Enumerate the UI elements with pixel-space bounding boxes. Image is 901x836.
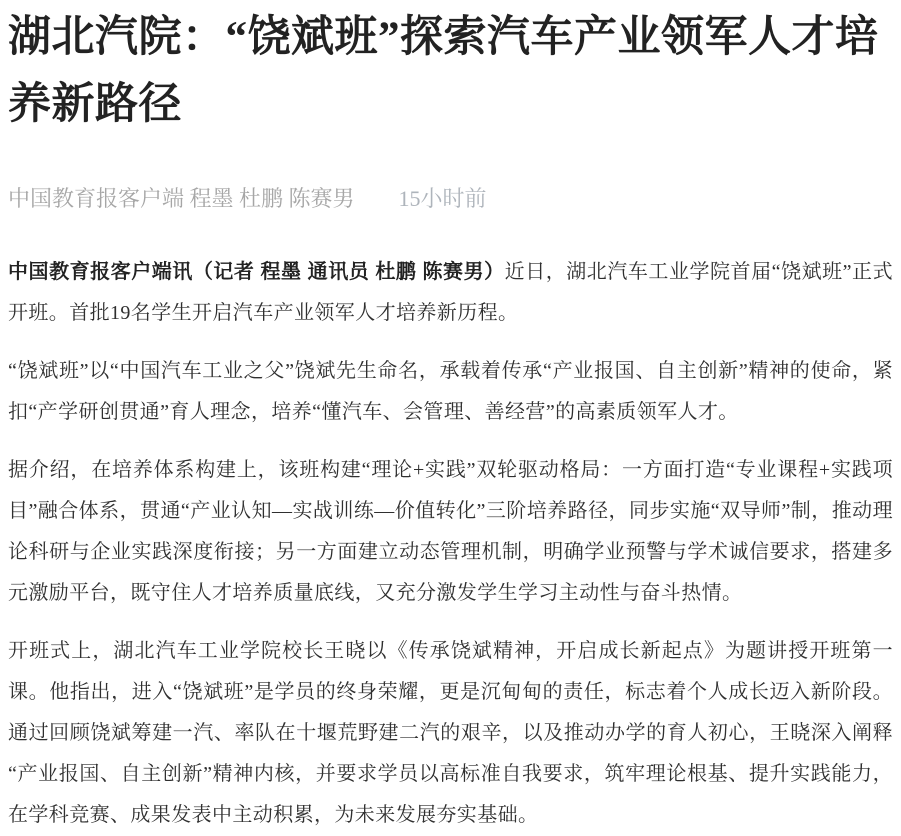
paragraph-text: 开班式上，湖北汽车工业学院校长王晓以《传承饶斌精神，开启成长新起点》为题讲授开班第一课。他指出，进入“饶斌班”是学员的终身荣耀，更是沉甸甸的责任，标志着个人成长迈入新阶段。通过回顾饶斌筹建一汽、率队在十堰荒野建二汽的艰辛，以及推动办学的育人初心，王晓深入阐释“产业报国、自主创新”精神内核，并要求学员以高标准自我要求，筑牢理论根基、提升实践能力，在学科竞赛、成果发表中主动积累，为未来发展夯实基础。 [8, 640, 893, 826]
page-title: 湖北汽院：“饶斌班”探索汽车产业领军人才培养新路径 [8, 14, 879, 128]
paragraph [8, 450, 893, 614]
paragraph-text: 近日，湖北汽车工业学院首届“饶斌班”正式开班。首批19名学生开启汽车产业领军人才培养新历程。 [8, 261, 893, 324]
paragraph-text: “饶斌班”以“中国汽车工业之父”饶斌先生命名，承载着传承“产业报国、自主创新”精神的使命，紧扣“产学研创贯通”育人理念，培养“懂汽车、会管理、善经营”的高素质领军人才。 [8, 360, 893, 423]
paragraph [8, 252, 893, 334]
paragraph-lead: 中国教育报客户端讯（记者 程墨 通讯员 杜鹏 陈赛男） [8, 261, 505, 283]
byline-time: 15小时前 [398, 186, 487, 211]
byline-source-authors: 中国教育报客户端 程墨 杜鹏 陈赛男 [8, 186, 355, 211]
paragraph-text: 据介绍，在培养体系构建上，该班构建“理论+实践”双轮驱动格局：一方面打造“专业课程+实践项目”融合体系，贯通“产业认知—实战训练—价值转化”三阶培养路径，同步实施“双导师”制，推动理论科研与企业实践深度衔接；另一方面建立动态管理机制，明确学业预警与学术诚信要求，搭建多元激励平台，既守住人才培养质量底线，又充分激发学生学习主动性与奋斗热情。 [8, 459, 893, 604]
article-body [0, 214, 901, 836]
paragraph [8, 631, 893, 836]
byline [8, 184, 893, 214]
paragraph [8, 351, 893, 433]
